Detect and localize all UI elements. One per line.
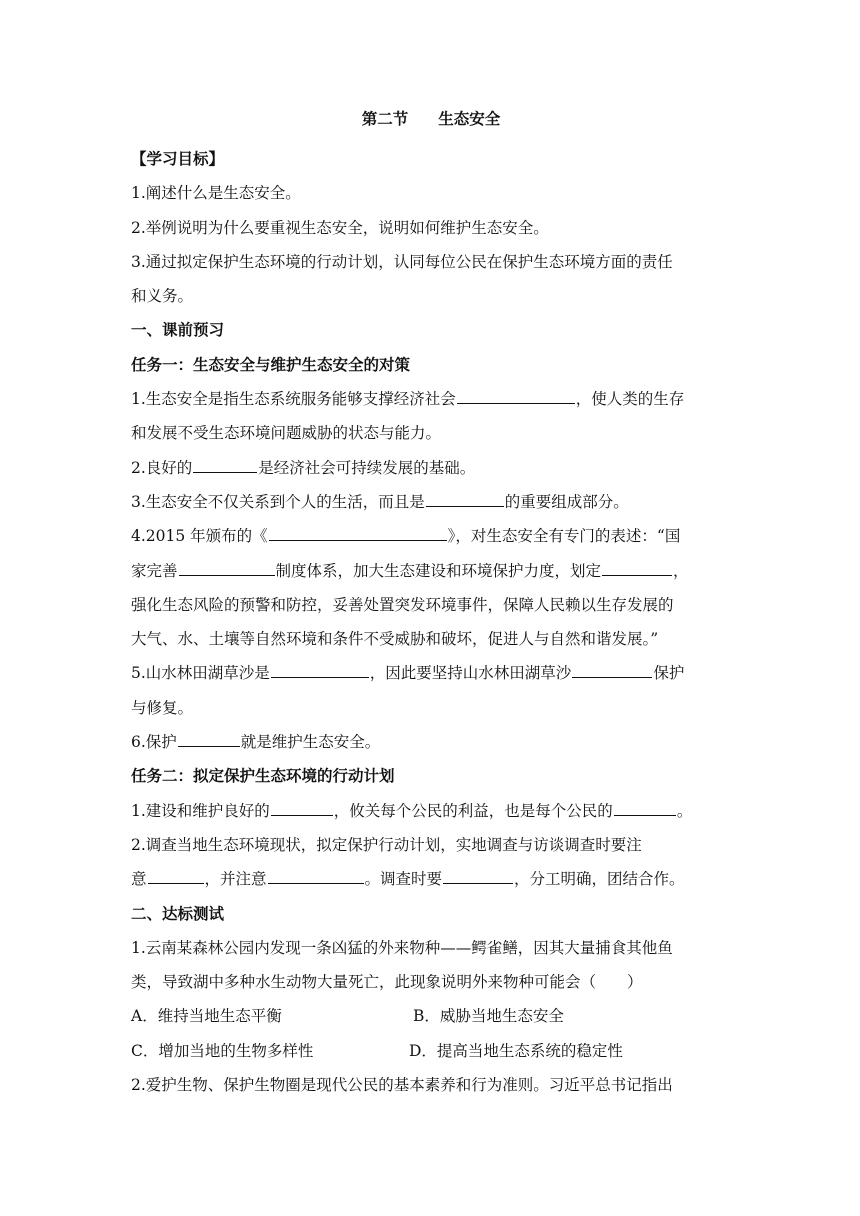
preview-heading: 一、课前预习 — [131, 321, 225, 340]
question-text: ，攸关每个公民的利益，也是每个公民的 — [333, 801, 613, 820]
question-text: 的重要组成部分。 — [504, 492, 629, 511]
option-c[interactable]: C．增加当地的生物多样性 — [131, 1041, 314, 1060]
question-text: 是经济社会可持续发展的基础。 — [258, 458, 476, 477]
answer-blank[interactable] — [269, 520, 447, 541]
answer-blank[interactable] — [148, 863, 204, 884]
task1-question-5 — [131, 656, 731, 690]
option-a[interactable]: A．维持当地生态平衡 — [131, 1007, 282, 1026]
task2-question-1 — [131, 794, 731, 828]
task2-heading: 任务二：拟定保护生态环境的行动计划 — [131, 767, 395, 786]
question-text: 1.建设和维护良好的 — [131, 801, 270, 820]
test-heading: 二、达标测试 — [131, 904, 225, 923]
answer-blank[interactable] — [602, 555, 672, 576]
answer-blank[interactable] — [178, 726, 240, 747]
document-page — [131, 100, 731, 1102]
task1-question-1 — [131, 382, 731, 416]
question-text: 1.生态安全是指生态系统服务能够支撑经济社会 — [131, 390, 456, 409]
objective-item-3: 3.通过拟定保护生态环境的行动计划，认同每位公民在保护生态环境方面的责任 — [131, 252, 673, 271]
answer-blank[interactable] — [443, 863, 513, 884]
question-text: 4.2015 年颁布的《 — [131, 527, 268, 546]
objective-item-3-cont: 和义务。 — [131, 287, 194, 306]
question-text: ，因此要坚持山水林田湖草沙 — [369, 664, 572, 683]
question-text: ，并注意 — [204, 870, 267, 889]
option-b[interactable]: B．威胁当地生态安全 — [413, 1007, 564, 1026]
test-question-1: 1.云南某森林公园内发现一条凶猛的外来物种——鳄雀鳝，因其大量捕食其他鱼 — [131, 938, 673, 957]
question-text: ， — [673, 561, 689, 580]
question-text: 。 — [676, 801, 693, 820]
test-question-1-options-ab — [131, 999, 731, 1033]
answer-blank[interactable] — [572, 657, 652, 678]
task1-question-2 — [131, 451, 731, 485]
answer-blank[interactable] — [179, 555, 275, 576]
question-text: 6.保护 — [131, 733, 177, 752]
question-text: ，使人类的生存 — [575, 390, 685, 409]
question-text: 5.山水林田湖草沙是 — [131, 664, 270, 683]
question-text: 3.生态安全不仅关系到个人的生活，而且是 — [131, 492, 425, 511]
test-question-2: 2.爱护生物、保护生物圈是现代公民的基本素养和行为准则。习近平总书记指出 — [131, 1076, 673, 1095]
objectives-heading: 【学习目标】 — [131, 150, 225, 168]
task2-question-2-cont — [131, 862, 731, 896]
answer-blank[interactable] — [271, 795, 333, 816]
task1-question-3 — [131, 485, 731, 519]
task1-question-4-line4: 大气、水、土壤等自然环境和条件不受威胁和破坏，促进人与自然和谐发展。” — [131, 630, 659, 649]
question-text: 意 — [131, 870, 147, 889]
title-section-number: 第二节 — [361, 110, 409, 128]
objective-item-1: 1.阐述什么是生态安全。 — [131, 184, 301, 203]
question-text: 制度体系，加大生态建设和环境保护力度，划定 — [275, 561, 602, 580]
task1-question-5-cont: 与修复。 — [131, 698, 194, 717]
task1-heading: 任务一：生态安全与维护生态安全的对策 — [131, 355, 411, 374]
answer-blank[interactable] — [268, 863, 364, 884]
task1-question-1-cont: 和发展不受生态环境问题威胁的状态与能力。 — [131, 424, 442, 443]
question-text: 就是维护生态安全。 — [240, 733, 381, 752]
task1-question-4 — [131, 519, 731, 553]
question-text: 》，对生态安全有专门的表述：“国 — [447, 527, 681, 546]
question-text: 。调查时要 — [364, 870, 443, 889]
answer-blank[interactable] — [193, 452, 257, 473]
question-text: 保护 — [653, 664, 685, 683]
test-question-1-options-cd — [131, 1034, 731, 1068]
task1-question-4-line3: 强化生态风险的预警和防控，妥善处置突发环境事件，保障人民赖以生存发展的 — [131, 595, 674, 614]
task1-question-4-line2 — [131, 554, 731, 588]
question-text: ，分工明确，团结合作。 — [514, 870, 685, 889]
title-topic: 生态安全 — [438, 110, 501, 128]
answer-blank[interactable] — [426, 486, 504, 507]
task2-question-2: 2.调查当地生态环境现状，拟定保护行动计划，实地调查与访谈调查时要注 — [131, 835, 642, 854]
answer-blank[interactable] — [614, 795, 676, 816]
answer-blank[interactable] — [271, 657, 369, 678]
test-question-1-cont: 类，导致湖中多种水生动物大量死亡，此现象说明外来物种可能会（ ） — [131, 973, 643, 992]
option-d[interactable]: D．提高当地生态系统的稳定性 — [409, 1041, 623, 1060]
task1-question-6 — [131, 725, 731, 759]
question-text: 家完善 — [131, 561, 178, 580]
answer-blank[interactable] — [457, 383, 575, 404]
objective-item-2: 2.举例说明为什么要重视生态安全，说明如何维护生态安全。 — [131, 218, 549, 237]
page-title — [131, 100, 731, 142]
question-text: 2.良好的 — [131, 458, 193, 477]
